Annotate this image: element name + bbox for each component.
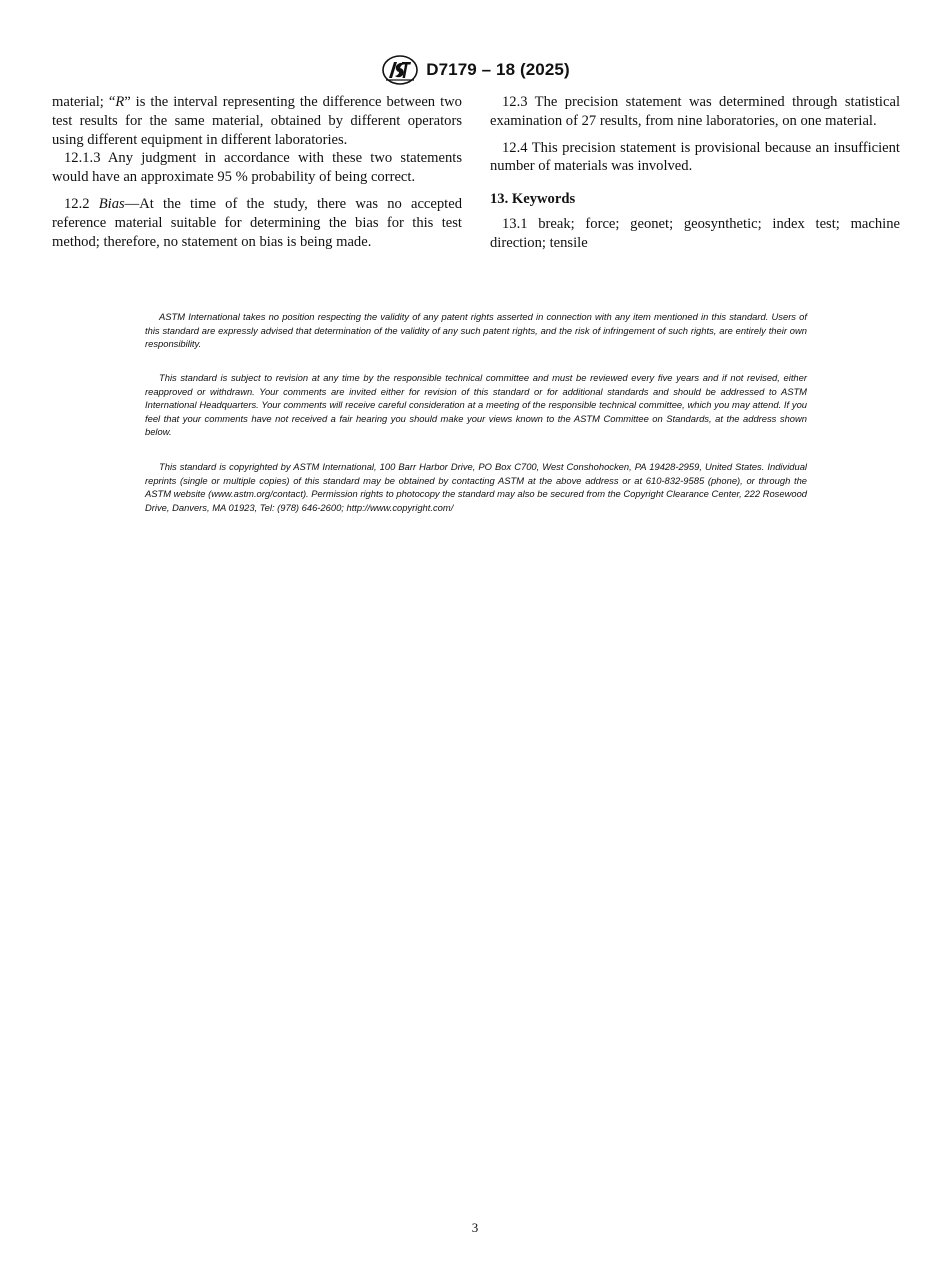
paragraph-12-2-bias: 12.2 Bias—At the time of the study, there was no accepted reference material suitable for determining the bias for this test method; therefore, no statement on bias is being made. bbox=[52, 195, 463, 250]
paragraph-12-1-3: 12.1.3 Any judgment in accordance with these two statements would have an approximate 95 % probability of being correct. bbox=[52, 150, 462, 186]
page-number: 3 bbox=[471, 1220, 479, 1235]
page-header bbox=[0, 52, 950, 88]
right-column bbox=[490, 93, 900, 261]
section-13-heading: 13. Keywords bbox=[490, 191, 576, 208]
astm-logo-icon bbox=[380, 54, 420, 86]
paragraph-13-1-keywords: 13.1 break; force; geonet; geosynthetic; index test; machine direction; tensile bbox=[490, 215, 900, 251]
standard-designation: D7179 – 18 (2025) bbox=[426, 60, 570, 79]
reproducibility-paragraph: material; “R” is the interval representing the difference between two test results for the same material, obtained by different operators using different equipment in different laboratories. bbox=[52, 94, 462, 148]
paragraph-12-3: 12.3 The precision statement was determined through statistical examination of 27 results, from nine laboratories, on one material. bbox=[490, 94, 900, 129]
paragraph-12-4: 12.4 This precision statement is provisional because an insufficient number of materials was involved. bbox=[490, 139, 900, 175]
patent-notice: ASTM International takes no position respecting the validity of any patent rights asserted in connection with any item mentioned in this standard. Users of this standard are expressly advised that determination of the validity of any such patent rights, and the risk of infringement of such rights, are entirely their own responsibility. bbox=[145, 311, 807, 349]
copyright-notice: This standard is copyrighted by ASTM International, 100 Barr Harbor Drive, PO Box C700, West Conshohocken, PA 19428-2959, United States. Individual reprints (single or multiple copies) of this standard may be obtained by contacting ASTM at the above address or at 610-832-9585 (phone), or through the ASTM website (www.astm.org/contact). Permission rights to photocopy the standard may also be secured from the Copyright Clearance Center, 222 Rosewood Drive, Danvers, MA 01923, Tel: (978) 646-2600; http://www.copyright.com/ bbox=[145, 461, 807, 513]
revision-notice: This standard is subject to revision at any time by the responsible technical committee and must be reviewed every five years and if not revised, either reapproved or withdrawn. Your comments are invited either for revision of this standard or for additional standards and should be addressed to ASTM International Headquarters. Your comments will receive careful consideration at a meeting of the responsible technical committee, which you may attend. If you feel that your comments have not received a fair hearing you should make your views known to the ASTM Committee on Standards, at the address shown below. bbox=[145, 372, 807, 437]
left-column bbox=[52, 93, 462, 259]
